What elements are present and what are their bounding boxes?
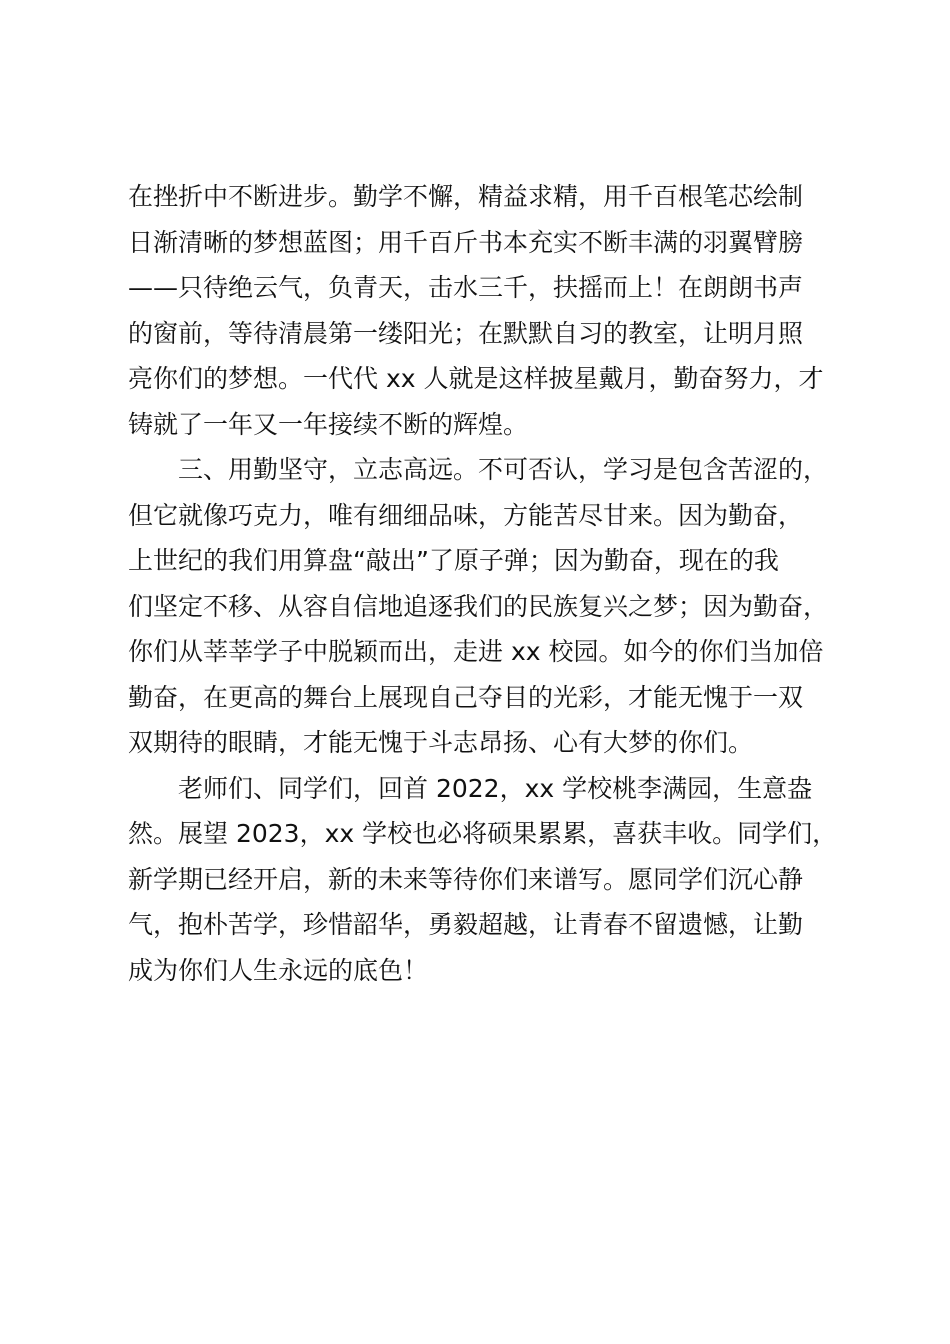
text-line: 但它就像巧克力，唯有细细品味，方能苦尽甘来。因为勤奋， — [128, 500, 804, 530]
text-line: 三、用勤坚守，立志高远。不可否认，学习是包含苦涩的， — [128, 455, 829, 484]
text-line: 然。展望 2023，xx 学校也必将硕果累累，喜获丰收。同学们， — [128, 819, 838, 848]
text-line: 日渐清晰的梦想蓝图；用千百斤书本充实不断丰满的羽翼臂膀 — [128, 227, 804, 257]
text-line: 双期待的眼睛，才能无愧于斗志昂扬、心有大梦的你们。 — [128, 728, 754, 757]
text-line: 你们从莘莘学子中脱颖而出，走进 xx 校园。如今的你们当加倍 — [128, 637, 824, 666]
text-line: 新学期已经开启，新的未来等待你们来谱写。愿同学们沉心静 — [128, 864, 804, 894]
text-line: ——只待绝云气，负青天，击水三千，扶摇而上！在朗朗书声 — [128, 273, 804, 302]
text-line: 的窗前，等待清晨第一缕阳光；在默默自习的教室，让明月照 — [128, 318, 804, 348]
text-line: 们坚定不移、从容自信地追逐我们的民族复兴之梦；因为勤奋， — [128, 591, 829, 621]
text-line: 铸就了一年又一年接续不断的辉煌。 — [128, 409, 529, 439]
text-line: 成为你们人生永远的底色！ — [128, 955, 429, 985]
text-line: 勤奋，在更高的舞台上展现自己夺目的光彩，才能无愧于一双 — [128, 682, 804, 712]
text-line: 亮你们的梦想。一代代 xx 人就是这样披星戴月，勤奋努力，才 — [128, 364, 824, 393]
text-line: 在挫折中不断进步。勤学不懈，精益求精，用千百根笔芯绘制 — [128, 182, 804, 211]
text-line: 上世纪的我们用算盘“敲出”了原子弹；因为勤奋，现在的我 — [128, 546, 779, 575]
document-body — [128, 174, 864, 993]
text-line: 气，抱朴苦学，珍惜韶华，勇毅超越，让青春不留遗憾，让勤 — [128, 910, 804, 939]
text-line: 老师们、同学们，回首 2022，xx 学校桃李满园，生意盎 — [128, 773, 813, 803]
